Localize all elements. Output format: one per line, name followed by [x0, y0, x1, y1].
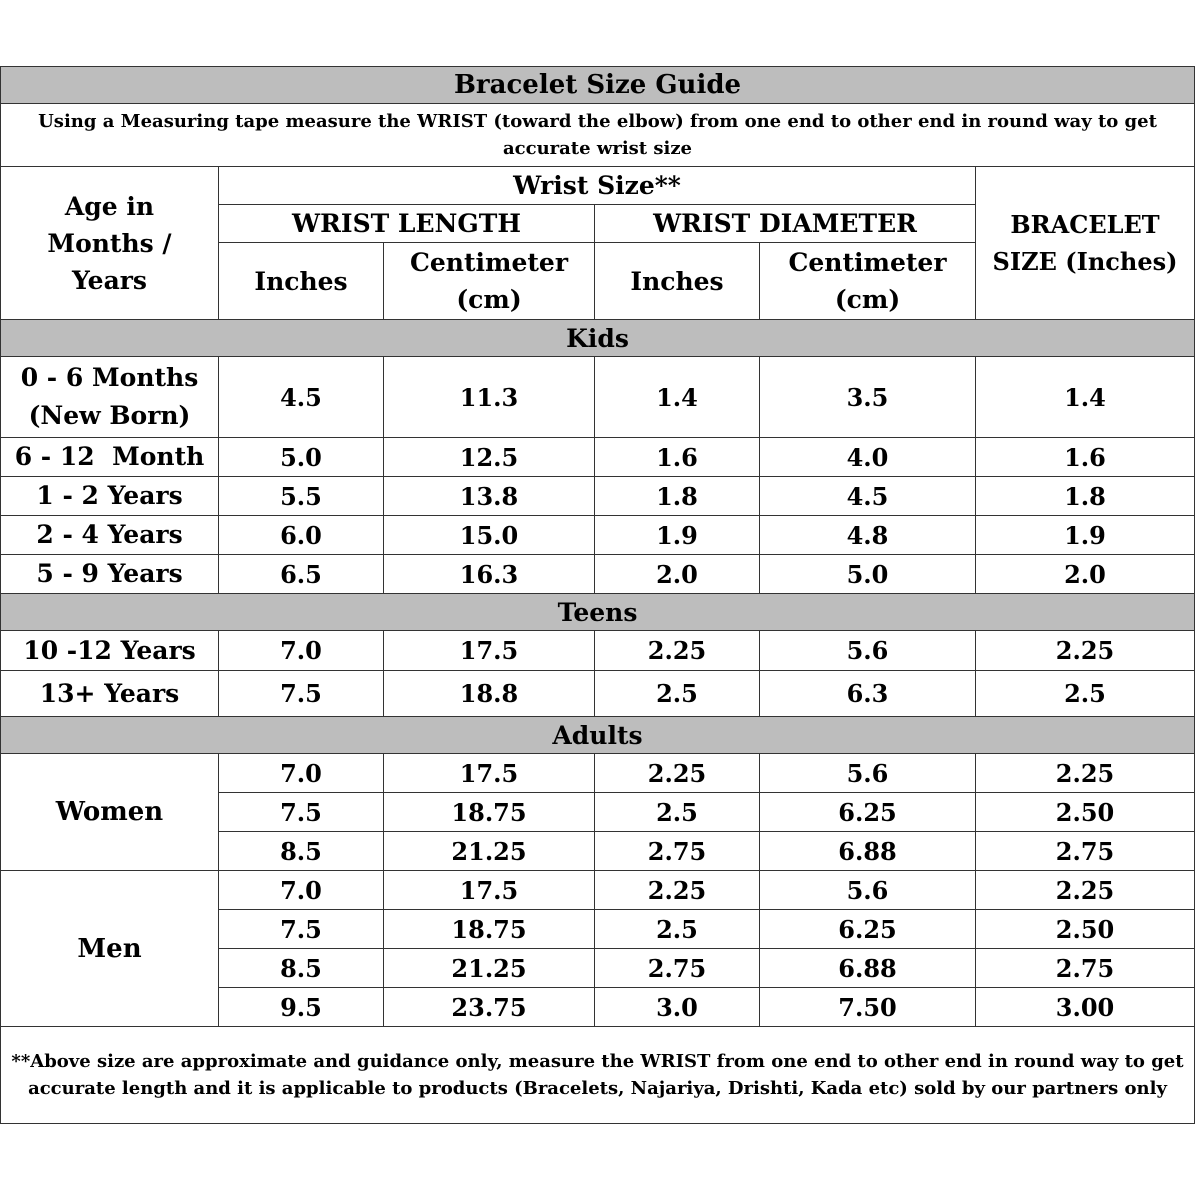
- bracelet-size: 1.8: [976, 477, 1195, 516]
- table-title: Bracelet Size Guide: [1, 67, 1195, 104]
- wrist-diameter-inches: 3.0: [595, 988, 760, 1027]
- bracelet-size-table: [0, 66, 1195, 1124]
- wrist-length-cm: 13.8: [384, 477, 595, 516]
- wrist-size-header: Wrist Size**: [219, 167, 976, 205]
- section-kids: Kids: [1, 320, 1195, 357]
- table-row: [1, 754, 1195, 793]
- bracelet-size: 2.25: [976, 871, 1195, 910]
- wrist-diameter-inches: 2.75: [595, 949, 760, 988]
- age-cell: 1 - 2 Years: [1, 477, 219, 516]
- age-cell: 13+ Years: [1, 671, 219, 717]
- age-header: Age in Months / Years: [1, 167, 219, 320]
- table-row: [1, 357, 1195, 438]
- section-teens: Teens: [1, 594, 1195, 631]
- measuring-instructions: Using a Measuring tape measure the WRIST (toward the elbow) from one end to other end in round way to get accurate wrist size: [1, 104, 1195, 167]
- wrist-length-cm: 16.3: [384, 555, 595, 594]
- bracelet-size: 3.00: [976, 988, 1195, 1027]
- bracelet-size: 2.50: [976, 910, 1195, 949]
- wrist-length-cm: 12.5: [384, 438, 595, 477]
- wrist-length-cm: 11.3: [384, 357, 595, 438]
- wrist-length-cm: 21.25: [384, 949, 595, 988]
- age-cell: 2 - 4 Years: [1, 516, 219, 555]
- wrist-length-cm: 18.8: [384, 671, 595, 717]
- wrist-diameter-inches: 2.5: [595, 671, 760, 717]
- age-cell: 0 - 6 Months (New Born): [1, 357, 219, 438]
- wrist-length-inches: 9.5: [219, 988, 384, 1027]
- table-row: [1, 871, 1195, 910]
- wrist-diameter-cm: 7.50: [760, 988, 976, 1027]
- wrist-diameter-inches: 1.6: [595, 438, 760, 477]
- bracelet-size: 2.50: [976, 793, 1195, 832]
- wrist-length-inches: 6.5: [219, 555, 384, 594]
- wrist-diameter-inches-header: Inches: [595, 243, 760, 320]
- wrist-diameter-cm: 5.6: [760, 871, 976, 910]
- wrist-length-inches: 7.0: [219, 631, 384, 671]
- bracelet-size-header: BRACELET SIZE (Inches): [976, 167, 1195, 320]
- wrist-diameter-cm: 6.88: [760, 832, 976, 871]
- table-row: [1, 631, 1195, 671]
- wrist-diameter-inches: 2.25: [595, 871, 760, 910]
- wrist-length-inches: 7.0: [219, 754, 384, 793]
- bracelet-size: 2.75: [976, 949, 1195, 988]
- wrist-length-inches: 7.5: [219, 671, 384, 717]
- wrist-diameter-inches: 2.5: [595, 793, 760, 832]
- bracelet-size: 2.25: [976, 754, 1195, 793]
- footnote: **Above size are approximate and guidance only, measure the WRIST from one end to other end in round way to get accurate length and it is applicable to products (Bracelets, Najariya, Drishti, Kada etc) sold by our partners only: [1, 1027, 1195, 1124]
- age-cell: 10 -12 Years: [1, 631, 219, 671]
- table-row: [1, 477, 1195, 516]
- wrist-diameter-cm: 5.6: [760, 631, 976, 671]
- wrist-length-inches: 4.5: [219, 357, 384, 438]
- wrist-length-header: WRIST LENGTH: [219, 205, 595, 243]
- wrist-length-cm-header: Centimeter (cm): [384, 243, 595, 320]
- bracelet-size: 2.5: [976, 671, 1195, 717]
- wrist-length-cm: 17.5: [384, 631, 595, 671]
- wrist-diameter-inches: 2.0: [595, 555, 760, 594]
- wrist-diameter-cm: 6.3: [760, 671, 976, 717]
- table-row: [1, 555, 1195, 594]
- wrist-diameter-cm: 6.25: [760, 910, 976, 949]
- wrist-length-cm: 15.0: [384, 516, 595, 555]
- wrist-diameter-inches: 1.8: [595, 477, 760, 516]
- wrist-diameter-inches: 2.25: [595, 754, 760, 793]
- bracelet-size: 1.4: [976, 357, 1195, 438]
- bracelet-size: 2.25: [976, 631, 1195, 671]
- wrist-length-inches: 7.5: [219, 910, 384, 949]
- wrist-length-cm: 17.5: [384, 754, 595, 793]
- wrist-diameter-header: WRIST DIAMETER: [595, 205, 976, 243]
- wrist-diameter-inches: 2.75: [595, 832, 760, 871]
- group-men: Men: [1, 871, 219, 1027]
- wrist-diameter-cm: 4.0: [760, 438, 976, 477]
- table-row: [1, 516, 1195, 555]
- wrist-diameter-cm: 6.25: [760, 793, 976, 832]
- age-cell: 6 - 12 Month: [1, 438, 219, 477]
- wrist-length-cm: 17.5: [384, 871, 595, 910]
- wrist-length-cm: 21.25: [384, 832, 595, 871]
- wrist-diameter-cm: 4.5: [760, 477, 976, 516]
- wrist-diameter-cm: 6.88: [760, 949, 976, 988]
- wrist-length-inches: 8.5: [219, 832, 384, 871]
- wrist-length-inches: 5.5: [219, 477, 384, 516]
- bracelet-size: 2.0: [976, 555, 1195, 594]
- wrist-length-cm: 18.75: [384, 793, 595, 832]
- wrist-diameter-cm: 5.0: [760, 555, 976, 594]
- bracelet-size: 1.6: [976, 438, 1195, 477]
- age-cell: 5 - 9 Years: [1, 555, 219, 594]
- wrist-length-inches: 6.0: [219, 516, 384, 555]
- group-women: Women: [1, 754, 219, 871]
- wrist-length-inches: 7.5: [219, 793, 384, 832]
- wrist-diameter-cm: 3.5: [760, 357, 976, 438]
- wrist-length-inches: 7.0: [219, 871, 384, 910]
- bracelet-size: 2.75: [976, 832, 1195, 871]
- wrist-length-inches: 8.5: [219, 949, 384, 988]
- wrist-diameter-inches: 2.25: [595, 631, 760, 671]
- wrist-diameter-inches: 1.9: [595, 516, 760, 555]
- bracelet-size: 1.9: [976, 516, 1195, 555]
- table-row: [1, 671, 1195, 717]
- wrist-length-inches: 5.0: [219, 438, 384, 477]
- wrist-diameter-inches: 1.4: [595, 357, 760, 438]
- wrist-length-cm: 18.75: [384, 910, 595, 949]
- section-adults: Adults: [1, 717, 1195, 754]
- table-row: [1, 438, 1195, 477]
- wrist-diameter-cm: 4.8: [760, 516, 976, 555]
- wrist-diameter-cm: 5.6: [760, 754, 976, 793]
- wrist-length-cm: 23.75: [384, 988, 595, 1027]
- wrist-diameter-cm-header: Centimeter (cm): [760, 243, 976, 320]
- wrist-diameter-inches: 2.5: [595, 910, 760, 949]
- wrist-length-inches-header: Inches: [219, 243, 384, 320]
